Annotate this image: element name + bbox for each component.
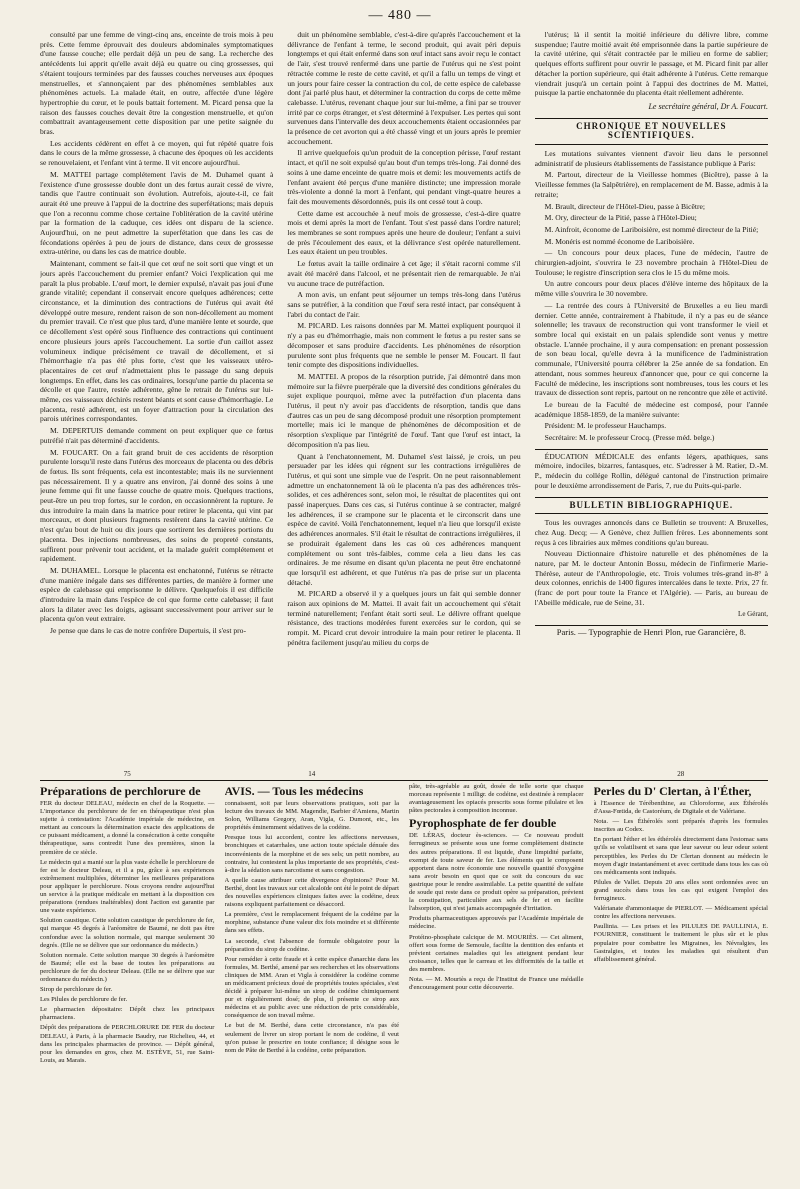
column-3	[535, 30, 768, 765]
paragraph: Le fœtus avait la taille ordinaire à cet âge; il s'était racorni comme s'il avait été macéré dans l'alcool, et ne présentait rien de remarquable. Je n'ai vu aucune trace de putréfaction.	[287, 259, 521, 288]
paragraph: M. Ory, directeur de la Pitié, passe à l'Hôtel-Dieu;	[544, 213, 697, 223]
ad-title: Pyrophosphate de fer double	[409, 816, 557, 831]
page-number: — 480 —	[368, 8, 432, 23]
ad-paragraph: Valérianate d'ammoniaque de PIERLOT. — Médicament spécial contre les affections nerveuses.	[593, 905, 768, 921]
ad-number	[409, 770, 584, 778]
ad-paragraph: La première, c'est le remplacement fréquent de la codéine par la morphine, substance d'une valeur dix fois moindre et si différente dans ses effets.	[224, 911, 399, 935]
ad-paragraph: Solution normale. Cette solution marque 30 degrés à l'aréomètre de Baumé; elle est la base de toutes les préparations au perchlorure de fer du docteur Deleau. (Elle ne se délivre que sur ordonnance du médecin.)	[40, 951, 215, 983]
advertisements	[40, 783, 768, 1183]
ad-paragraph: Protéino-phosphate calcique de M. MOURIÈS. — Cet aliment, offert sous forme de Semoule, facilite la dentition des enfants et prévient certaines maladies qui les atteignent pendant leur croissance, telles que le carreau et les difformités de la taille et des membres.	[409, 933, 584, 973]
paragraph: M. DEPERTUIS demande comment on peut expliquer que ce fœtus putréfié n'ait pas déterminé d'accidents.	[40, 426, 274, 445]
ad-paragraph: Paullinia. — Les prises et les PILULES DE PAULLINIA, E. FOURNIER, constituent le traitement le plus sûr et le plus populaire pour combattre les Migraines, les Névralgies, les Gastralgies, et toutes les maladies qui résultent d'un affaiblissement général.	[593, 923, 768, 963]
ads-number-row	[40, 770, 768, 781]
paragraph: duit un phénomène semblable, c'est-à-dire qu'après l'accouchement et la délivrance de l'enfant à terme, le second produit, qui avait péri depuis longtemps et qui était enfermé dans son œuf intact sans avoir reçu le contact de l'air, s'est trouvé renfermé dans une partie de l'utérus qui ne s'est point rétractée comme le reste de cette cavité, et qu'il a fallu un temps de vingt et un jours pour faire cesser la contraction du col, de cette espèce de calebasse dont j'ai parlé plus haut, et déterminer la contraction du corps de cette même calebasse. L'utérus, revenant chaque jour sur lui-même, a fini par se trouver irrité par ce corps étranger, et s'est déterminé à l'expulser. Les pertes qui sont survenues dans l'intervalle des deux accouchements étaient occasionnées par la présence de cet avorton qui a été chassé vingt et un jours après le premier accouchement.	[287, 30, 521, 146]
ad-paragraph: Sirop de perchlorure de fer.	[40, 986, 113, 994]
bulletin-heading: BULLETIN BIBLIOGRAPHIQUE.	[535, 497, 768, 515]
ad-paragraph: DE LÉRAS, docteur ès-sciences. — Ce nouveau produit ferrugineux se présente sous une forme complètement distincte des autres préparations. Il est liquide, d'une limpidité parfaite, exempt de toute saveur de fer. Les éléments qui le composent apportent dans notre économie une nouvelle quantité d'oxygène sans avoir besoin en quoi que ce soit du concours du suc gastrique pour le rendre assimilable. La petite quantité de sulfate de soude qui reste dans ce produit opère sa préparation, prévient la constipation, particulière aux sels de fer et en facilite l'absorption, qui n'est jamais accompagnée d'irritation.	[409, 832, 584, 913]
ad-paragraph: La seconde, c'est l'absence de formule obligatoire pour la préparation du sirop de codéine.	[224, 937, 399, 953]
paragraph: M. PICARD. Les raisons données par M. Mattei expliquent pourquoi il n'y a pas eu d'hémorrhagie, mais non comment le fœtus a pu rester sans se décomposer et sans produire d'accidents. Les phénomènes de résorption purulente sont plus fréquents que ne semble le penser M. Foucart. Il faut tenir compte des dispositions individuelles.	[287, 321, 521, 370]
ad-number: 75	[123, 770, 131, 778]
paragraph: A mon avis, un enfant peut séjourner un temps très-long dans l'utérus sans se putréfier, à la condition que l'œuf sera resté intact, par conséquent à l'abri du contact de l'air.	[287, 290, 521, 319]
paragraph: M. MATTEI partage complétement l'avis de M. Duhamel quant à l'existence d'une grossesse double dont un des fœtus aurait cessé de vivre, tandis que l'autre continuait son évolution. Autrefois, ajoute-t-il, ce fait aurait été une preuve à l'appui de la doctrine des superfétations; mais depuis que l'on a reconnu comme chose certaine l'oblitération de la cavité utérine par la formation de la caduque, ces idées ont disparu de la science. Aujourd'hui, on ne peut admettre la superfétation que dans les cas de fécondations opérées à peu de jours de distance, dans ceux de grossesse extra-utérine, ou dans les cas de matrice double.	[40, 169, 274, 257]
paragraph: consulté par une femme de vingt-cinq ans, enceinte de trois mois à peu près. Cette femme éprouvait des douleurs abdominales symptomatiques d'une fausse couche; elle perdait déjà un peu de sang. La recherche des antécédents lui apprit qu'elle avait déjà eu quatre ou cinq grossesses, qui s'étaient toujours terminées par des fausses couches nerveuses aux époques menstruelles, et s'annonçaient par des phénomènes semblables aux phénomènes actuels. La malade était, en outre, affectée d'une légère hypertrophie du cœur, et le pouls battait fortement. M. Picard pensa que la raison des fausses couches devait être la congestion menstruelle, et qu'on combattrait avantageusement cette disposition par une petite saignée du bras.	[40, 30, 274, 137]
paragraph: Tous les ouvrages annoncés dans ce Bulletin se trouvent: A Bruxelles, chez Aug. Decq; — A Genève, chez Jullien frères. Les abonnements sont reçus à ces librairies aux mêmes conditions qu'au bureau.	[534, 518, 768, 547]
paragraph: M. MATTEI. A propos de la résorption putride, j'ai démontré dans mon mémoire sur la fièvre puerpérale que la diversité des conditions générales du sujet explique pourquoi, même avec la putréfaction d'un placenta dans l'utérus, il peut n'y avoir pas d'accidents de résorption, tandis que dans d'autres cas un peu de sang décomposé produit une résorption promptement mortelle; mais ici le manque de phénomènes de décomposition et de résorption s'explique par l'intégrité de l'œuf. Tant que l'œuf est intact, la décomposition n'a pas lieu.	[287, 371, 521, 449]
ad-column-3	[409, 783, 584, 1183]
secretary-signature: Le secrétaire général, Dr A. Foucart.	[648, 101, 768, 111]
paragraph: Secrétaire: M. le professeur Crocq. (Presse méd. belge.)	[544, 433, 715, 443]
ad-title: AVIS. — Tous les médecins	[224, 784, 364, 798]
ad-paragraph: FER du docteur DELEAU, médecin en chef de la Roquette. — L'importance du perchlorure de fer en thérapeutique n'est plus sujette à contestation: l'Académie impériale de médecine, en mettant au concours la détermination exacte des applications de ce puissant médicament, a donné la consécration à cette conquête thérapeutique, sans contredit l'une des premières, sinon la première de ce siècle.	[40, 800, 215, 856]
ad-column-4	[594, 783, 769, 1183]
ad-number: 14	[308, 770, 316, 778]
ad-column-1	[40, 783, 215, 1183]
paragraph: Le bureau de la Faculté de médecine est composé, pour l'année académique 1858-1859, de la manière suivante:	[534, 399, 768, 419]
ad-paragraph: Le médecin qui a manié sur la plus vaste échelle le perchlorure de fer est le docteur Deleau, et il a pu, grâce à ses expériences extrêmement multipliées, déterminer les meilleures préparations pour appliquer le perchlorure. Nous croyons rendre aujourd'hui un service à la pratique médicale en mettant à la disposition ces préparations (rendues inaltérables) dont l'action est garantie par une vaste expérience.	[40, 858, 215, 915]
ad-column-2	[225, 783, 400, 1183]
ad-paragraph: Produits pharmaceutiques approuvés par l'Académie impériale de médecine.	[409, 915, 584, 931]
ad-paragraph: Le but de M. Berthé, dans cette circonstance, n'a pas été seulement de livrer un sirop portant le nom de codéine, il veut qu'on puisse le prescrire en toute confiance; il désigne sous le nom de Pâte de Berthé à la codéine, cette préparation.	[224, 1022, 399, 1054]
ad-paragraph: Pour remédier à cette fraude et à cette espèce d'anarchie dans les formules, M. Berthé, amené par ses recherches et les observations cliniques de MM. Aran et Vigla à considérer la codéine comme un médicament précieux doué de propriétés toutes spéciales, s'est décidé à préparer lui-même un sirop de codéine chimiquement pur et régulièrement dosé; de plus, il présente ce sirop aux médecins et au public avec une réduction de prix considérable, conséquence de son travail même.	[224, 955, 399, 1020]
divider	[535, 449, 768, 450]
paragraph: Il arrive quelquefois qu'un produit de la conception périsse, l'œuf restant intact, et qu'il ne soit expulsé qu'au bout d'un temps très-long. J'ai donné des soins à une dame enceinte de quatre mois et demi: les mouvements actifs de l'enfant avaient été perçus d'une manière distincte; une impression morale très-violente a donné la mort à l'enfant, qui pendant vingt-quatre heures a fait des mouvements désordonnés, puis ils ont cessé tout à coup.	[287, 148, 521, 206]
paragraph: M. Brault, directeur de l'Hôtel-Dieu, passe à Bicêtre;	[544, 201, 706, 211]
paragraph: — Un concours pour deux places, l'une de médecin, l'autre de chirurgien-adjoint, s'ouvrira le 23 novembre prochain à l'Hôtel-Dieu de Toulouse; le registre d'inscription sera clos le 15 du même mois.	[534, 248, 768, 277]
paragraph: M. Ainfroit, économe de Lariboisière, est nommé directeur de la Pitié;	[544, 224, 759, 234]
ad-paragraph: Dépôt des préparations de PERCHLORURE DE FER du docteur DELEAU, à Paris, à la pharmacie Baudry, rue Richelieu, 44, et dans les principales pharmacies de province. — Dépôt général, pour les demandes en gros, chez M. ESTÈVE, 51, rue Saint-Louis, au Marais.	[40, 1024, 215, 1064]
printer-imprint: Paris. — Typographie de Henri Plon, rue Garancière, 8.	[556, 627, 746, 638]
ad-paragraph: Presque tous lui accordent, contre les affections nerveuses, bronchiques et catarrhales, une action toute spéciale dénuée des inconvénients de la morphine et de ses sels; un petit nombre, au contraire, lui contestent la plus importante de ses propriétés, c'est-à-dire la sédation sans narcotisme et sans congestion.	[224, 834, 399, 874]
ad-paragraph: Solution caustique. Cette solution caustique de perchlorure de fer, qui marque 45 degrés à l'aréomètre de Baumé, ne doit pas être confondue avec la solution normale, qui marque seulement 30 degrés. (Elle ne se délivre que sur ordonnance du médecin.)	[40, 917, 215, 949]
ad-paragraph: à l'Essence de Térébenthine, au Chloroforme, aux Éthérolés d'Assa-Fœtida, de Castoréum, de Digitale et de Valériane.	[593, 800, 768, 816]
ad-paragraph: Nota. — Les Éthérolés sont préparés d'après les formules inscrites au Codex.	[593, 818, 768, 834]
ad-title: Perles du D' Clertan, à l'Éther,	[593, 784, 752, 798]
ad-paragraph: connaissent, soit par leurs observations pratiques, soit par la lecture des travaux de MM. Magendie, Barbier d'Amiens, Martin Solon, Williams Gregory, Aran, Vigla, G. Dumont, etc., les propriétés éminemment sédatives de la codéine.	[224, 800, 399, 832]
paragraph: Maintenant, comment se fait-il que cet œuf ne soit sorti que vingt et un jours après l'accouchement du premier enfant? Voici l'explication qui me paraît la plus probable. L'œuf mort, le dernier expulsé, n'avait pas joui d'une grande vitalité; cependant il conservait encore quelques adhérences; cette circonstance, et la diminution des contractions de l'utérus qui avait été développé outre mesure, rendent raison de son non-décollement au moment du premier travail. Ce n'est que plus tard, d'une manière lente et sourde, que ce décollement s'est opéré sous l'influence des contractions qui continuent encore plusieurs jours après l'accouchement. La sortie d'un caillot assez volumineux indique précisément ce travail de décollement, et si l'hémorrhagie n'a pas été plus forte, c'est que les vaisseaux utéro-placentaires de cet œuf n'admettaient plus le passage du sang depuis longtemps. En effet, dans les cas ordinaires, lorsqu'une partie du placenta se décolle et que l'autre, restée adhérente, gêne le retrait de l'utérus sur lui-même, ces vaisseaux déchirés restent béants et sont cause d'hémorrhagie. Le placenta, resté adhérent, est un foyer d'attraction pour la circulation des parois utérines correspondantes.	[40, 259, 274, 424]
paragraph: M. DUHAMEL. Lorsque le placenta est enchatonné, l'utérus se rétracte d'une manière inégale dans ses différentes parties, de manière à former une espèce de calebasse qui emprisonne le délivre. Quelquefois il est difficile d'introduire la main dans l'espèce de col que forme cette calebasse; il faut alors la dilater avec les doigts, agissant successivement pour arriver sur le placenta qu'on veut extraire.	[40, 565, 274, 624]
ad-paragraph: Les Pilules de perchlorure de fer.	[40, 996, 128, 1004]
paragraph: M. Partout, directeur de la Vieillesse hommes (Bicêtre), passe à la Vieillesse femmes (la Salpêtrière), en remplacement de M. Basse, admis à la retraite;	[534, 170, 768, 199]
paragraph: Cette dame est accouchée à neuf mois de grossesse, c'est-à-dire quatre mois et demi après la mort de l'enfant. Tout s'est passé dans l'ordre naturel; les membranes se sont rompues après une heure de douleur; l'enfant a suivi de près l'écoulement des eaux, et la délivrance s'est opérée naturellement. Les eaux étaient un peu troubles.	[287, 208, 521, 257]
ad-paragraph: Le pharmacien dépositaire: Dépôt chez les principaux pharmaciens.	[40, 1006, 215, 1022]
paragraph: — La rentrée des cours à l'Université de Bruxelles a eu lieu mardi dernier. Cette année, contrairement à l'habitude, il n'y a pas eu de séance solennelle; les travaux de reconstruction qui vont transformer le vieil et sombre local qui existait en un palais splendide sont venus y mettre obstacle. L'année prochaine, il y aura compensation: en prenant possession de son beau local, qu'elle devra à la munificence de l'administration communale, l'Université pourra célébrer la 25e année de sa fondation. En attendant, nous sommes heureux d'annoncer que, pour ce qui concerne la Faculté de médecine, les inscriptions sont nombreuses, tous les cours et les travaux de dissection sont repris, partout on ne rencontre que zèle et activité.	[534, 300, 768, 398]
paragraph: Un autre concours pour deux places d'élève interne des hôpitaux de la même ville s'ouvrira le 30 novembre.	[534, 279, 768, 299]
ad-paragraph: En portant l'éther et les éthérolés directement dans l'estomac sans qu'ils se volatilisent et sans que leur saveur ou leur odeur soient perceptibles, les Perles du Dr Clertan donnent au médecin le moyen d'agir instantanément et avec certitude dans tous les cas où ces médicaments sont indiqués.	[593, 836, 768, 876]
ad-number: 28	[677, 770, 685, 778]
paragraph: Président: M. le professeur Hauchamps.	[544, 421, 667, 431]
paragraph: Les mutations suivantes viennent d'avoir lieu dans le personnel administratif de plusieurs établissements de l'assistance publique à Paris:	[534, 149, 768, 168]
paragraph: Les accidents cédèrent en effet à ce moyen, qui fut répété quatre fois dans le cours de la même grossesse, à chacune des époques où les accidents se renouvelaient, et l'enfant vint à terme. Il vit encore aujourd'hui.	[40, 138, 274, 168]
paragraph: M. Monéris est nommé économe de Lariboisière.	[544, 236, 695, 246]
article-body	[40, 30, 768, 765]
ad-paragraph: pâte, très-agréable au goût, dosée de telle sorte que chaque morceau représente 1 milligr. de codéine, est destinée à remplacer avantageusement les opiacés prescrits sous forme pilulaire et les pâtes pectorales à composition inconnue.	[409, 783, 584, 815]
column-2	[287, 30, 520, 765]
column-1	[40, 30, 273, 765]
paragraph: M. FOUCART. On a fait grand bruit de ces accidents de résorption purulente lorsqu'il reste dans l'utérus des morceaux de placenta ou des débris de fœtus. Ils sont fréquents, cela est incontestable; mais ils ne surviennent pas nécessairement. Il y a quatre ans environ, j'ai donné des soins à une jeune femme qui fit une fausse couche de quatre mois. Quelques tractions, peut-être un peu trop fortes, sur le cordon, en occasionnèrent la rupture. Je dus introduire la main dans la matrice pour retirer le placenta, qui vint par morceaux, et dont plusieurs fragments restèrent dans la cavité utérine. Ce n'est qu'au bout de huit ou dix jours que sortirent les dernières portions du placenta. Des injections nombreuses, des soins de propreté constants, suffirent pour prévenir tout accident, et la malade guérit complétement et rapidement.	[40, 447, 274, 564]
gerant-label: Le Gérant,	[738, 609, 768, 618]
ad-title: Préparations de perchlorure de	[40, 784, 201, 798]
education-notice: ÉDUCATION MÉDICALE des enfants légers, apathiques, sans mémoire, indociles, bizarres, fantasques, etc. S'adresser à M. Ratier, D.-M. P., médecin du collége Rollin, délégué cantonal de l'instruction primaire pour le deuxième arrondissement de Paris, 7, rue du Puits-qui-parle.	[534, 451, 768, 490]
paragraph: Quant à l'enchatonnement, M. Duhamel s'est laissé, je crois, un peu persuader par les idées qui régnent sur les contractions irrégulières de l'utérus, et qui sont une simple vue de l'esprit. On ne peut raisonnablement admettre un enchatonnement là où le placenta n'a pas des adhérences très-solides, et ces adhérences sont, selon moi, le résultat de placentites qui ont passé inaperçues. Dans ces cas, si l'utérus continue à se contracter, malgré les adhérences, il se crampone sur le placenta et le circonscrit dans une espèce de cavité. Voilà l'enchatonnement, lequel n'a lieu que lorsqu'il existe des adhérences anormales. S'il était le résultat de contractions irrégulières, il se produirait également dans les cas où ces adhérences manquent complétement ou sont très-faibles, comme cela a lieu dans les cas ordinaires. Je me résume en disant qu'un placenta ne peut être enchatonné que lorsqu'il est adhérent, et que l'utérus n'a pas de prise sur un placenta détaché.	[287, 451, 521, 587]
paragraph: l'utérus; là il sentit la moitié inférieure du délivre libre, comme suspendue; l'autre moitié avait été emprisonnée dans la partie supérieure de la cavité utérine, qui s'était contractée par le milieu en forme de sablier; quelques efforts suffirent pour ouvrir le passage, et M. Picard finit par aller détacher la portion supérieure, qui était adhérente à l'utérus. Cette remarque viendrait jusqu'à un certain point à l'appui des doctrines de M. Mattei, puisque la partie enchatonnée du placenta était réellement adhérente.	[534, 30, 768, 98]
paragraph: Je pense que dans le cas de notre confrère Dupertuis, il s'est pro-	[50, 626, 246, 636]
paragraph: M. PICARD a observé il y a quelques jours un fait qui semble donner raison aux opinions de M. Mattei. Il avait fait un accouchement qui s'était terminé naturellement; l'enfant était sorti seul. Le délivre offrant quelque résistance, des tractions modérées furent exercées sur le cordon, qui se rompit. M. Picard crut devoir introduire la main pour retirer le placenta. Il pénétra facilement jusqu'au milieu du corps de	[287, 589, 521, 647]
paragraph: Nouveau Dictionnaire d'histoire naturelle et des phénomènes de la nature, par M. le docteur Antonin Bossu, médecin de l'infirmerie Marie-Thérèse, auteur de l'Anthropologie, etc. Trois volumes très-grand in-8° à deux colonnes, enrichis de 1400 figures intercalées dans le texte. Prix, 27 fr. (franc de port pour toute la France et l'Algérie). — Paris, au bureau de l'Abeille médicale, rue de Seine, 31.	[534, 549, 768, 607]
ad-paragraph: Pilules de Vallet. Depuis 20 ans elles sont ordonnées avec un grand succès dans tous les cas qui exigent l'emploi des ferrugineux.	[593, 878, 768, 903]
ad-paragraph: A quelle cause attribuer cette divergence d'opinions? Pour M. Berthé, dont les travaux sur cet alcaloïde ont été le point de départ des nouvelles expériences cliniques faites avec la codéine, deux raisons expliquent parfaitement ce désaccord.	[224, 876, 399, 909]
ad-paragraph: Nota. — M. Mouriès a reçu de l'Institut de France une médaille d'encouragement pour cette découverte.	[409, 975, 584, 992]
chronicle-heading: CHRONIQUE ET NOUVELLES SCIENTIFIQUES.	[535, 118, 768, 145]
divider	[535, 625, 768, 626]
